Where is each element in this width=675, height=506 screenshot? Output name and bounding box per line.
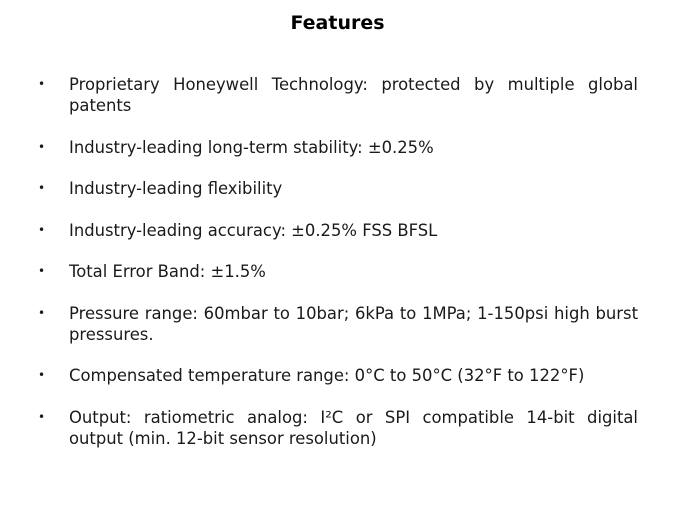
list-item-text: Compensated temperature range: 0°C to 50°C (32°F to 122°F) — [69, 366, 585, 385]
list-item — [38, 303, 638, 345]
list-item — [38, 407, 638, 449]
list-item — [38, 365, 638, 386]
list-item-text: Pressure range: 60mbar to 10bar; 6kPa to 1MPa; 1-150psi high burst pressures. — [69, 303, 638, 344]
list-item-text: Total Error Band: ±1.5% — [69, 262, 266, 281]
list-item-text: Proprietary Honeywell Technology: protected by multiple global patents — [69, 75, 638, 115]
list-item-text: Industry-leading accuracy: ±0.25% FSS BFSL — [69, 220, 438, 240]
slide-title: Features — [290, 12, 385, 34]
bullet-icon: • — [38, 181, 46, 195]
bullet-icon: • — [38, 305, 46, 320]
bullet-icon: • — [38, 222, 46, 237]
list-item — [38, 261, 638, 282]
bullet-icon: • — [38, 139, 46, 154]
bullet-icon: • — [38, 368, 46, 382]
list-item-text: Industry-leading long-term stability: ±0.25% — [69, 137, 434, 157]
features-list — [38, 74, 638, 469]
list-item-text: Industry-leading flexibility — [69, 179, 283, 198]
bullet-icon: • — [38, 264, 46, 278]
bullet-icon: • — [38, 409, 46, 424]
bullet-icon: • — [38, 77, 46, 91]
list-item — [38, 74, 638, 116]
list-item — [38, 178, 638, 199]
list-item — [38, 137, 638, 158]
list-item-text: Output: ratiometric analog: I²C or SPI compatible 14-bit digital output (min. 12-bit sensor resolution) — [69, 407, 638, 448]
list-item — [38, 220, 638, 241]
